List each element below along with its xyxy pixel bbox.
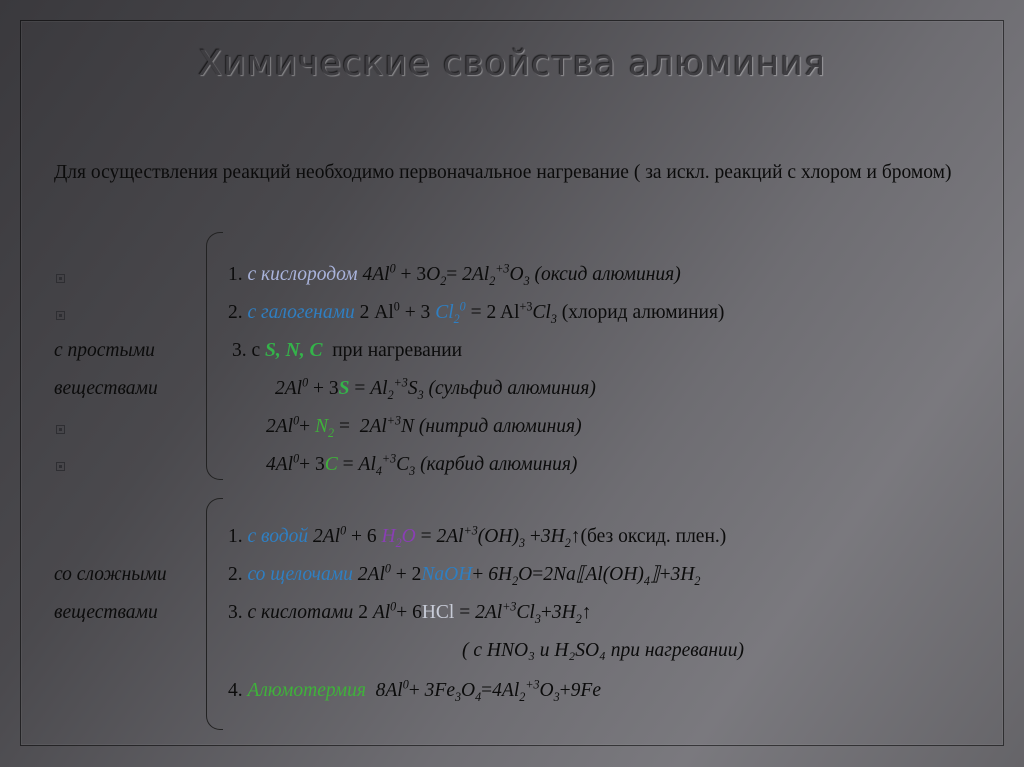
- reaction-label: с водой: [247, 526, 309, 547]
- reaction-product: (нитрид алюминия): [418, 416, 582, 437]
- intro-text: Для осуществления реакций необходимо первоначальное нагревание ( за искл. реакций с хлором и бромом): [54, 162, 952, 183]
- reaction-number: 3. с: [232, 340, 261, 361]
- reaction-label: S, N, C: [265, 340, 323, 361]
- reaction-label: с кислородом: [247, 264, 358, 285]
- reaction-alkali: 2. со щелочами $2Al^0$ + 2NaOH+ $6H_2O=2Na⟦Al(OH)_4⟧+3H_2$: [228, 561, 701, 588]
- reaction-number: 2.: [228, 564, 243, 585]
- reaction-number: 3.: [228, 602, 243, 623]
- side-label-complex-1: со сложными: [54, 564, 167, 585]
- reaction-halogens: 2. с галогенами 2 $Al^0 + 3$ $Cl_2^0 = 2$ $Al^{+3}Cl_3$ (хлорид алюминия): [228, 299, 725, 326]
- complex-brace: [206, 498, 223, 730]
- reaction-sulfur: $2Al^0 + 3S = Al_2^{+3}S_3$ (сульфид алюминия): [275, 375, 596, 402]
- side-label-simple-1: с простыми: [54, 340, 155, 361]
- reaction-product: (хлорид алюминия): [561, 302, 725, 323]
- reaction-label: с кислотами: [247, 602, 354, 623]
- reaction-water: 1. с водой $2Al^0 + 6$ $H_2O = 2Al^{+3}(OH)_3$ $+3H_2↑(без$ оксид. плен.): [228, 523, 727, 550]
- reaction-nitrogen: $2Al^0+ N_2 = 2Al^{+3}N$ (нитрид алюминия): [266, 413, 582, 440]
- reaction-label: с галогенами: [247, 302, 355, 323]
- reaction-label: Алюмотермия: [247, 680, 366, 701]
- reaction-product: (оксид алюминия): [534, 264, 681, 285]
- slide-title: Химические свойства алюминия: [198, 44, 826, 84]
- acids-note: ( с HNO₃ и H₂SO₄ при нагревании): [462, 640, 745, 661]
- reaction-product: (сульфид алюминия): [428, 378, 596, 399]
- reaction-oxygen: 1. с кислородом $4Al^0 + 3O_2= 2Al_2^{+3}O_3$ (оксид алюминия): [228, 261, 681, 288]
- reaction-number: 4.: [228, 680, 243, 701]
- simple-brace: [206, 232, 223, 480]
- bullet-icon: [56, 425, 65, 434]
- bullet-icon: [56, 462, 65, 471]
- reaction-note: при нагревании: [332, 340, 463, 361]
- reaction-snc: [232, 338, 462, 364]
- reaction-number: 1.: [228, 264, 243, 285]
- reaction-product: (карбид алюминия): [420, 454, 578, 475]
- reaction-number: 1.: [228, 526, 243, 547]
- side-label-complex-2: веществами: [54, 602, 158, 623]
- reaction-number: 2.: [228, 302, 243, 323]
- reaction-aluminothermy: 4. Алюмотермия $8Al^0+ 3Fe_3O_4=4Al_2^{+3}O_3+9Fe$: [228, 677, 601, 704]
- reaction-note: (без оксид. плен.): [580, 526, 727, 547]
- reaction-carbon: $4Al^0+ 3C = Al_4^{+3}C_3$ (карбид алюминия): [266, 451, 578, 478]
- reaction-acids: 3. с кислотами 2 $Al^0+ 6HCl$ = $2Al^{+3}Cl_3+3H_2↑$: [228, 599, 592, 626]
- bullet-icon: [56, 274, 65, 283]
- reaction-label: со щелочами: [247, 564, 353, 585]
- side-label-simple-2: веществами: [54, 378, 158, 399]
- bullet-icon: [56, 311, 65, 320]
